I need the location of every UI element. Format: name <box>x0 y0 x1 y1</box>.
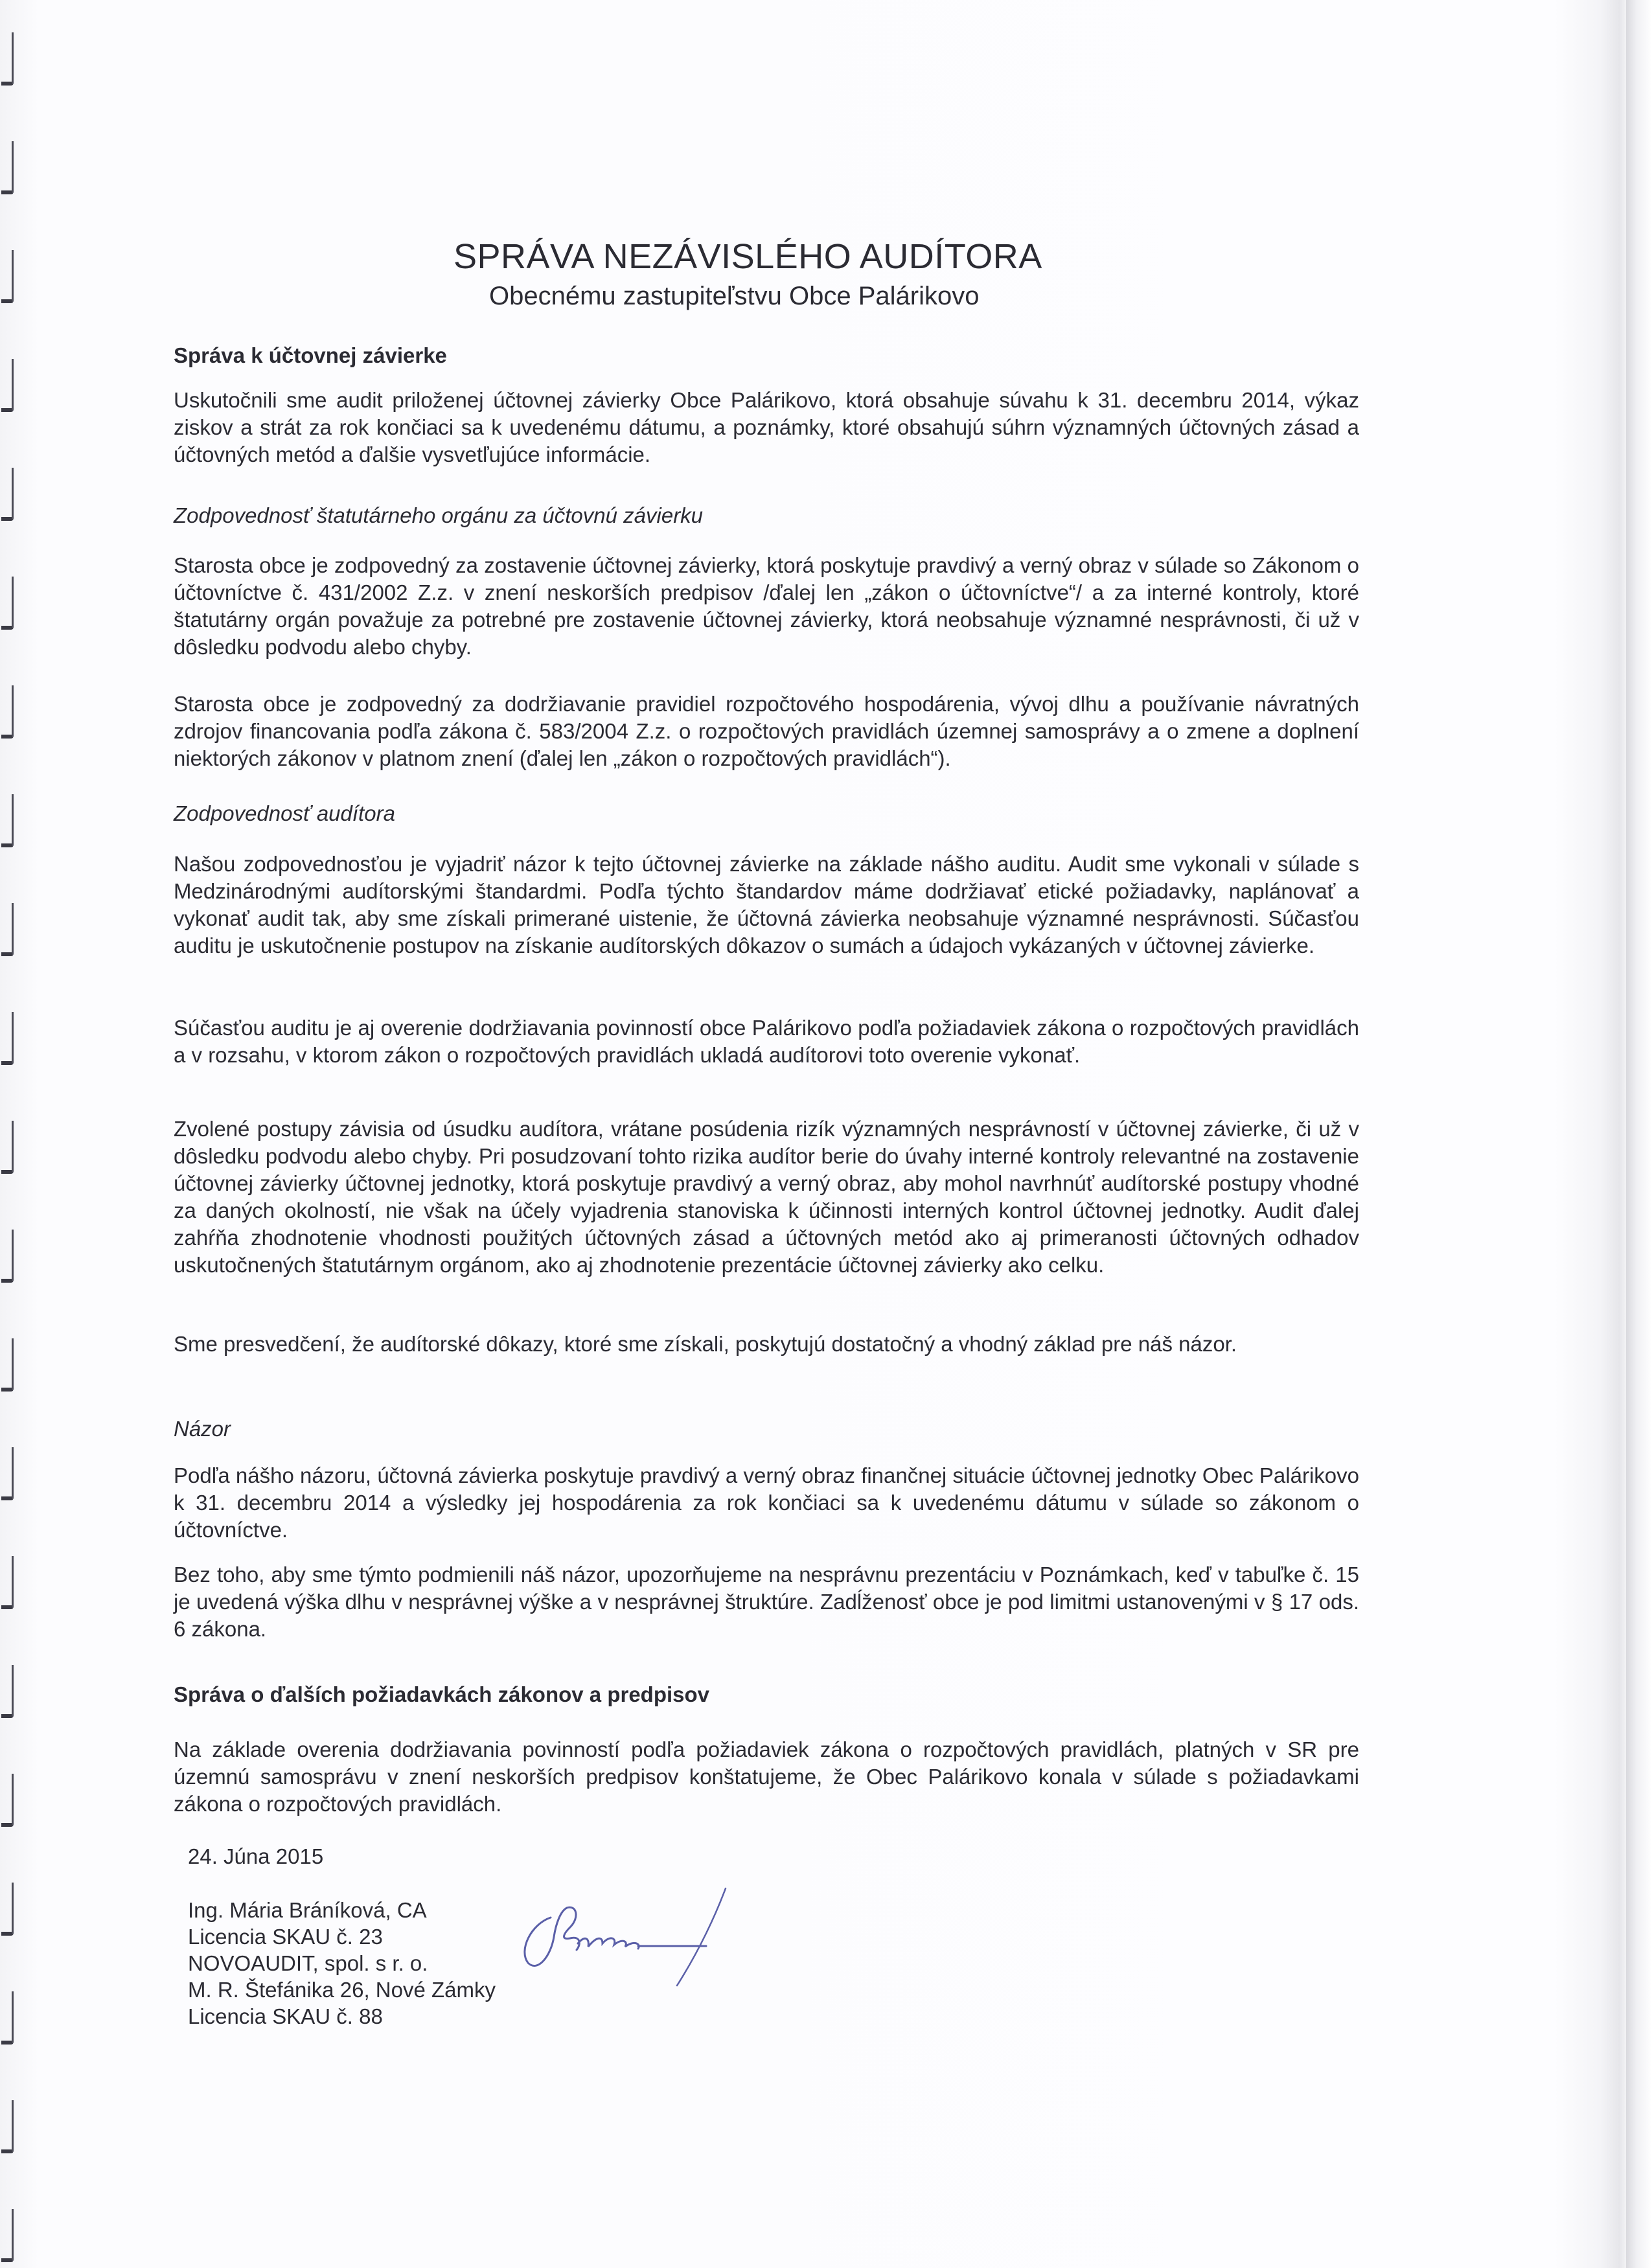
handwritten-signature <box>505 1879 829 2008</box>
paragraph-statutory-1: Starosta obce je zodpovedný za zostavenie účtovnej závierky, ktorá poskytuje pravdivý a verný obraz v súlade so Zákonom o účtovníctve č. 431/2002 Z.z. v znení neskorších predpisov /ďalej len „zákon o účtovníctve“/ a za interné kontroly, ktoré štatutárny orgán považuje za potrebné pre zostavenie účtovnej závierky, ktorá neobsahuje významné nesprávnosti, či už v dôsledku podvodu alebo chyby. <box>174 553 1359 659</box>
report-date: 24. Júna 2015 <box>188 1844 324 1868</box>
firm-license: Licencia SKAU č. 88 <box>188 2004 383 2028</box>
binding-ring <box>1 2209 14 2262</box>
binding-ring <box>1 1012 14 1065</box>
binding-ring <box>1 359 14 412</box>
binding-ring <box>1 794 14 847</box>
binding-ring <box>1 250 14 303</box>
binding-ring <box>1 141 14 194</box>
binding-ring <box>1 903 14 956</box>
paragraph-auditor-3: Zvolené postupy závisia od úsudku audítora, vrátane posúdenia rizík významných nesprávností v účtovnej závierke, či už v dôsledku podvodu alebo chyby. Pri posudzovaní tohto rizika audítor berie do úvahy interné kontroly relevantné na zostavenie účtovnej závierky účtovnej jednotky, ktorá poskytuje pravdivý a verný obraz, aby mohol navrhnúť audítorské postupy vhodné za daných okolností, nie však na účely vyjadrenia stanoviska k účinnosti interných kontrol účtovnej jednotky. Audit ďalej zahŕňa zhodnotenie vhodnosti použitých účtovných zásad a účtovných metód ako aj primeranosti účtovných odhadov uskutočnených štatutárnym orgánom, ako aj zhodnotenie prezentácie účtovnej závierky ako celku. <box>174 1117 1359 1277</box>
paragraph-auditor-1: Našou zodpovednosťou je vyjadriť názor k tejto účtovnej závierke na základe nášho auditu. Audit sme vykonali v súlade s Medzinárodnými audítorskými štandardmi. Podľa týchto štandardov máme dodržiavať etické požiadavky, naplánovať a vykonať audit tak, aby sme získali primerané uistenie, že účtovná závierka neobsahuje významné nesprávnosti. Súčasťou auditu je uskutočnenie postupov na získanie audítorských dôkazov o sumách a údajoch vykázaných v účtovnej závierke. <box>174 852 1359 957</box>
section-heading-opinion: Názor <box>174 1417 231 1441</box>
signatory-block <box>188 1897 496 2030</box>
paragraph-intro: Uskutočnili sme audit priloženej účtovnej závierky Obce Palárikovo, ktorá obsahuje súvahu k 31. decembru 2014, výkaz ziskov a strát za rok končiaci sa k uvedenému dátumu, a poznámky, ktoré obsahujú súhrn významných účtovných zásad a účtovných metód a ďalšie vysvetľujúce informácie. <box>174 388 1359 466</box>
binding-ring <box>1 1338 14 1392</box>
section-heading-statutory: Zodpovednosť štatutárneho orgánu za účtovnú závierku <box>174 503 704 527</box>
paragraph-other-requirements: Na základe overenia dodržiavania povinností podľa požiadaviek zákona o rozpočtových pravidlách, platných v SR pre územnú samosprávu v znení neskorších predpisov konštatujeme, že Obec Palárikovo konala v súlade s požiadavkami zákona o rozpočtových pravidlách. <box>174 1737 1359 1816</box>
binding-ring <box>1 2100 14 2153</box>
section-heading-other-requirements: Správa o ďalších požiadavkách zákonov a predpisov <box>174 1682 710 1706</box>
signatory-name: Ing. Mária Bráníková, CA <box>188 1898 427 1922</box>
binding-ring <box>1 1991 14 2045</box>
signatory-license: Licencia SKAU č. 23 <box>188 1925 383 1949</box>
binding-ring <box>1 685 14 739</box>
paragraph-opinion-2: Bez toho, aby sme týmto podmienili náš názor, upozorňujeme na nesprávnu prezentáciu v Poznámkach, keď v tabuľke č. 15 je uvedená výška dlhu v nesprávnej výške a v nesprávnej štruktúre. Zadĺženosť obce je pod limitmi ustanovenými v § 17 ods. 6 zákona. <box>174 1563 1359 1641</box>
binding-ring <box>1 1883 14 1936</box>
binding-ring <box>1 577 14 630</box>
binding-ring <box>1 1230 14 1283</box>
paragraph-opinion-1: Podľa nášho názoru, účtovná závierka poskytuje pravdivý a verný obraz finančnej situácie účtovnej jednotky Obec Palárikovo k 31. decembru 2014 a výsledky jej hospodárenia za rok končiaci sa k uvedenému dátumu v súlade so zákonom o účtovníctve. <box>174 1463 1359 1542</box>
binding-ring <box>1 1447 14 1500</box>
report-addressee: Obecnému zastupiteľstvu Obce Palárikovo <box>489 282 980 310</box>
binding-ring <box>1 468 14 521</box>
binding-ring <box>1 1774 14 1827</box>
report-title: SPRÁVA NEZÁVISLÉHO AUDÍTORA <box>453 237 1042 276</box>
section-heading-report: Správa k účtovnej závierke <box>174 343 447 367</box>
paragraph-statutory-2: Starosta obce je zodpovedný za dodržiavanie pravidiel rozpočtového hospodárenia, vývoj dlhu a používanie návratných zdrojov financovania podľa zákona č. 583/2004 Z.z. o rozpočtových pravidlách územnej samosprávy a o zmene a doplnení niektorých zákonov v platnom znení (ďalej len „zákon o rozpočtových pravidlách“). <box>174 692 1359 770</box>
binding-ring <box>1 1121 14 1174</box>
paragraph-auditor-2: Súčasťou auditu je aj overenie dodržiavania povinností obce Palárikovo podľa požiadaviek zákona o rozpočtových pravidlách a v rozsahu, v ktorom zákon o rozpočtových pravidlách ukladá audítorovi toto overenie vykonať. <box>174 1016 1359 1067</box>
binding-ring <box>1 1665 14 1718</box>
spiral-binding <box>0 0 17 2268</box>
page-edge <box>1626 0 1652 2268</box>
section-heading-auditor: Zodpovednosť audítora <box>174 801 395 825</box>
binding-ring <box>1 32 14 86</box>
firm-name: NOVOAUDIT, spol. s r. o. <box>188 1951 428 1975</box>
binding-ring <box>1 1556 14 1609</box>
firm-address: M. R. Štefánika 26, Nové Zámky <box>188 1978 496 2002</box>
paragraph-auditor-4: Sme presvedčení, že audítorské dôkazy, ktoré sme získali, poskytujú dostatočný a vhodný základ pre náš názor. <box>174 1332 1237 1356</box>
